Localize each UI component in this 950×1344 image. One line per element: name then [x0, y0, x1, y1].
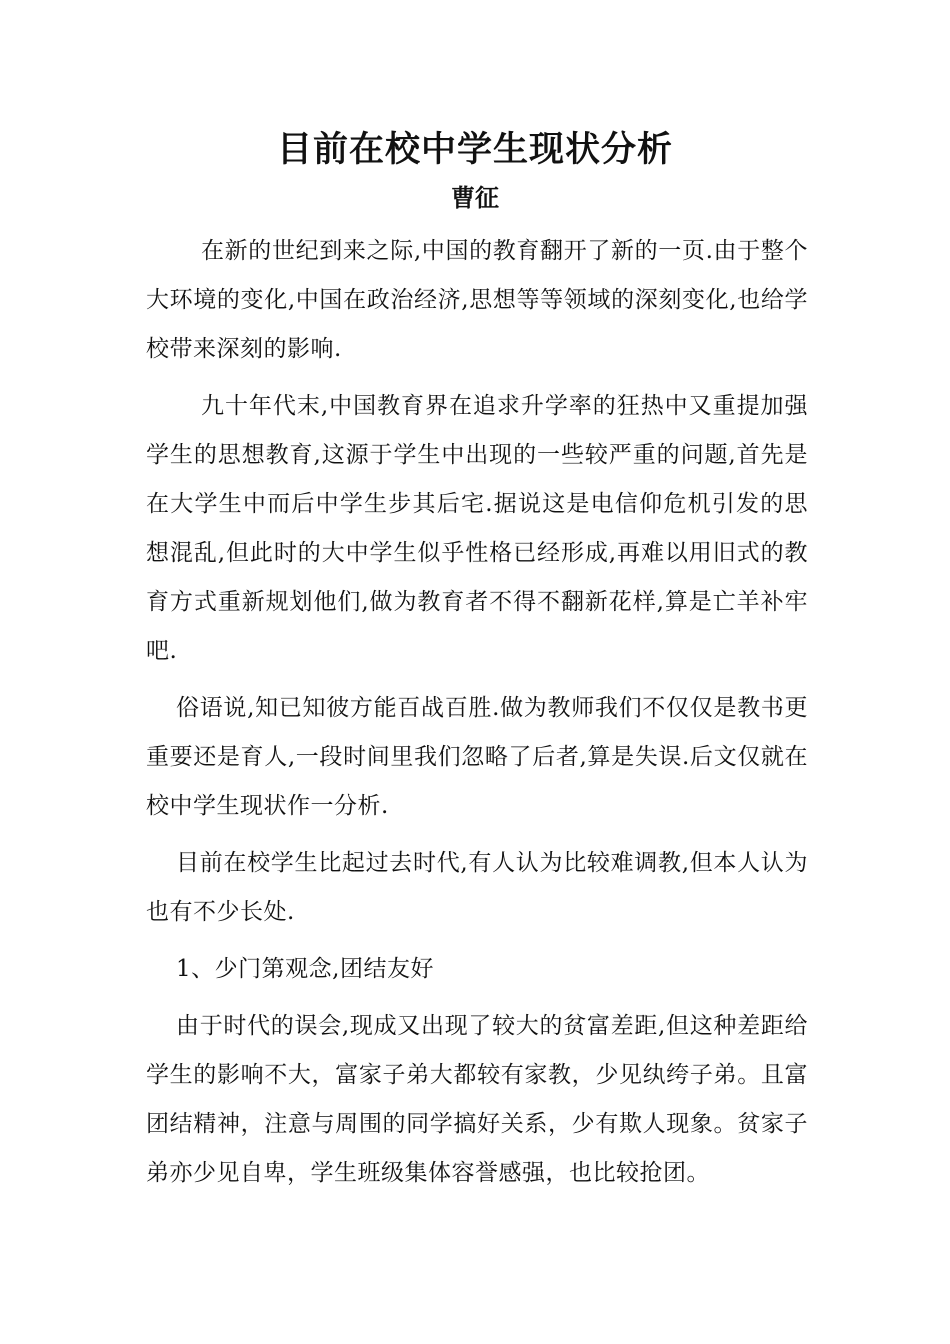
document-title: 目前在校中学生现状分析 — [276, 130, 673, 170]
paragraph-intro: 在新的世纪到来之际,中国的教育翻开了新的一页.由于整个大环境的变化,中国在政治经济,思想等等领域的深刻变化,也给学校带来深刻的影响. — [146, 238, 808, 362]
paragraph-background: 九十年代末,中国教育界在追求升学率的狂热中又重提加强学生的思想教育,这源于学生中出现的一些较严重的问题,首先是在大学生中而后中学生步其后宅.据说这是电信仰危机引发的思想混乱,但此时的大中学生似乎性格已经形成,再难以用旧式的教育方式重新规划他们,做为教育者不得不翻新花样,算是亡羊补牢吧. — [146, 393, 808, 664]
document-author: 曹征 — [451, 184, 499, 212]
paragraph-proverb: 俗语说,知已知彼方能百战百胜.做为教师我们不仅仅是教书更重要还是育人,一段时间里我们忽略了后者,算是失误.后文仅就在校中学生现状作一分析. — [146, 695, 808, 819]
paragraph-section-1: 由于时代的误会,现成又出现了较大的贫富差距,但这种差距给学生的影响不大，富家子弟大都较有家教，少见纨绔子弟。且富团结精神，注意与周围的同学搞好关系，少有欺人现象。贫家子弟亦少见自卑，学生班级集体容誉感强，也比较抢团。 — [146, 1013, 808, 1186]
section-heading-1: 1、少门第观念,团结友好 — [176, 956, 434, 982]
paragraph-opinion: 目前在校学生比起过去时代,有人认为比较难调教,但本人认为也有不少长处. — [146, 850, 808, 925]
document-body — [146, 227, 808, 1198]
